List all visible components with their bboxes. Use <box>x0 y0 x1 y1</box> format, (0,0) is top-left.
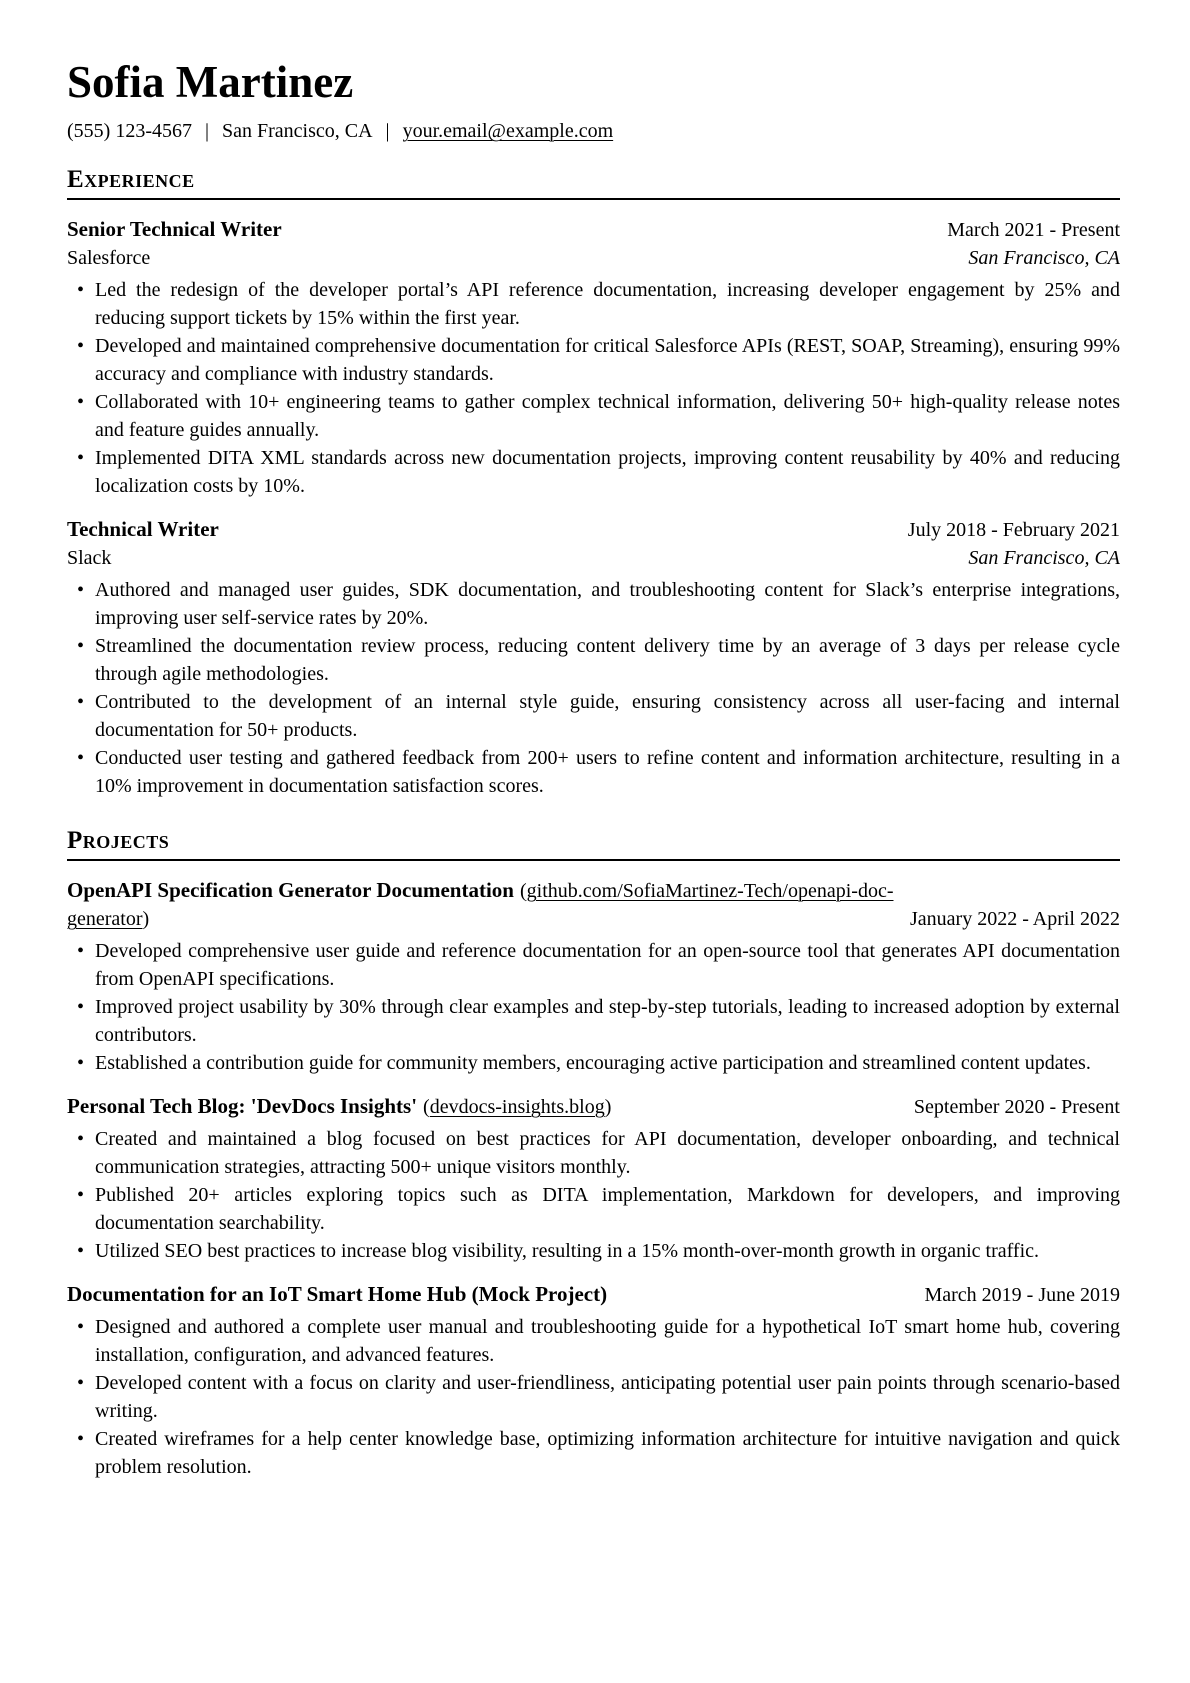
project-link-wrap <box>520 880 893 902</box>
bullet-item: • Established a contribution guide for community members, encouraging active participation and streamlined content updates. <box>95 1049 1120 1077</box>
bullet-item: • Developed and maintained comprehensive documentation for critical Salesforce APIs (REST, SOAP, Streaming), ensuring 99% accuracy and compliance with industry standards. <box>95 332 1120 388</box>
job-dates: July 2018 - February 2021 <box>907 519 1120 541</box>
project-title-group <box>67 1092 611 1121</box>
project-name: OpenAPI Specification Generator Documentation <box>67 878 514 902</box>
bullet-item: • Conducted user testing and gathered feedback from 200+ users to refine content and information architecture, resulting in a 10% improvement in documentation satisfaction scores. <box>95 744 1120 800</box>
project-link[interactable]: devdocs-insights.blog <box>429 1096 605 1118</box>
company-name: Slack <box>67 547 112 569</box>
open-paren: ( <box>520 880 527 902</box>
bullet-item: • Developed comprehensive user guide and reference documentation for an open-source tool that generates API documentation from OpenAPI specifications. <box>95 937 1120 993</box>
close-paren: ) <box>604 1096 612 1118</box>
job-location: San Francisco, CA <box>968 247 1120 269</box>
projects-section-title: Projects <box>67 827 1120 861</box>
project-title-line2 <box>67 905 1120 933</box>
bullet-list <box>67 1313 1120 1481</box>
close-paren: ) <box>142 908 150 930</box>
job-subtitle-row <box>67 244 1120 272</box>
project-entry <box>67 876 1120 1077</box>
bullet-item: • Improved project usability by 30% through clear examples and step-by-step tutorials, leading to increased adoption by external contributors. <box>95 993 1120 1049</box>
bullet-item: • Led the redesign of the developer portal’s API reference documentation, increasing developer engagement by 25% and reducing support tickets by 15% within the first year. <box>95 276 1120 332</box>
project-name: Personal Tech Blog: 'DevDocs Insights' <box>67 1094 418 1118</box>
experience-section <box>67 166 1120 800</box>
job-entry <box>67 215 1120 500</box>
job-subtitle-row <box>67 544 1120 572</box>
job-role: Technical Writer <box>67 517 219 541</box>
bullet-item: • Utilized SEO best practices to increase blog visibility, resulting in a 15% month-over-month growth in organic traffic. <box>95 1237 1120 1265</box>
bullet-list <box>67 576 1120 800</box>
project-title-row <box>67 1280 1120 1309</box>
contact-line <box>67 117 1120 145</box>
project-dates: January 2022 - April 2022 <box>910 908 1120 930</box>
bullet-item: • Created wireframes for a help center knowledge base, optimizing information architecture for intuitive navigation and quick problem resolution. <box>95 1425 1120 1481</box>
resume-header <box>67 56 1120 145</box>
project-name: Documentation for an IoT Smart Home Hub (Mock Project) <box>67 1282 608 1306</box>
bullet-item: • Contributed to the development of an internal style guide, ensuring consistency across all user-facing and internal documentation for 50+ products. <box>95 688 1120 744</box>
job-title-row <box>67 515 1120 544</box>
job-title-row <box>67 215 1120 244</box>
open-paren: ( <box>423 1096 430 1118</box>
email-link[interactable]: your.email@example.com <box>402 120 614 142</box>
person-name: Sofia Martinez <box>67 57 354 107</box>
contact-separator: | <box>204 120 209 142</box>
job-dates: March 2021 - Present <box>947 219 1120 241</box>
contact-separator: | <box>385 120 390 142</box>
bullet-item: • Created and maintained a blog focused on best practices for API documentation, developer onboarding, and technical communication strategies, attracting 500+ unique visitors monthly. <box>95 1125 1120 1181</box>
project-link[interactable]: github.com/SofiaMartinez-Tech/openapi-doc- <box>526 880 894 902</box>
contact-location: San Francisco, CA <box>222 120 373 142</box>
bullet-item: • Authored and managed user guides, SDK documentation, and troubleshooting content for Slack’s enterprise integrations, improving user self-service rates by 20%. <box>95 576 1120 632</box>
project-entry <box>67 1092 1120 1265</box>
project-link-continuation <box>67 905 149 933</box>
bullet-item: • Implemented DITA XML standards across new documentation projects, improving content reusability by 40% and reducing localization costs by 10%. <box>95 444 1120 500</box>
bullet-list <box>67 1125 1120 1265</box>
job-entry <box>67 515 1120 800</box>
bullet-item: • Collaborated with 10+ engineering teams to gather complex technical information, delivering 50+ high-quality release notes and feature guides annually. <box>95 388 1120 444</box>
bullet-item: • Published 20+ articles exploring topics such as DITA implementation, Markdown for developers, and improving documentation searchability. <box>95 1181 1120 1237</box>
project-link[interactable]: generator <box>67 908 143 930</box>
bullet-list <box>67 276 1120 500</box>
project-link-wrap <box>423 1096 611 1118</box>
bullet-item: • Streamlined the documentation review process, reducing content delivery time by an average of 3 days per release cycle through agile methodologies. <box>95 632 1120 688</box>
company-name: Salesforce <box>67 247 151 269</box>
project-title-line <box>67 876 1120 905</box>
bullet-list <box>67 937 1120 1077</box>
project-entry <box>67 1280 1120 1481</box>
bullet-item: • Designed and authored a complete user manual and troubleshooting guide for a hypothetical IoT smart home hub, covering installation, configuration, and advanced features. <box>95 1313 1120 1369</box>
project-title-row <box>67 1092 1120 1121</box>
phone-number: (555) 123-4567 <box>67 120 192 142</box>
projects-section <box>67 827 1120 1481</box>
project-dates: March 2019 - June 2019 <box>924 1284 1120 1306</box>
job-role: Senior Technical Writer <box>67 217 282 241</box>
project-dates: September 2020 - Present <box>913 1096 1120 1118</box>
experience-section-title: Experience <box>67 166 1120 200</box>
bullet-item: • Developed content with a focus on clarity and user-friendliness, anticipating potential user pain points through scenario-based writing. <box>95 1369 1120 1425</box>
job-location: San Francisco, CA <box>968 547 1120 569</box>
